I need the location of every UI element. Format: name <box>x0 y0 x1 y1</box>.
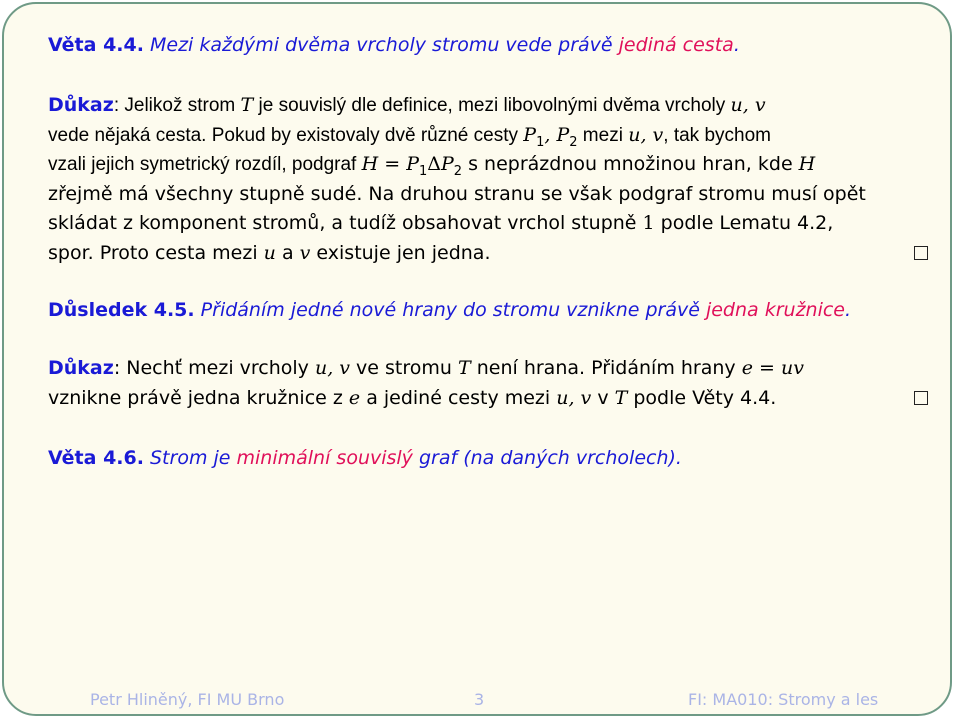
corollary-4-5-highlight: jedna kružnice <box>705 299 845 321</box>
theorem-4-4-label: Věta 4.4. <box>48 34 144 56</box>
proof-2-line-1: Důkaz: Nechť mezi vrcholy u, v ve stromu T není hrana. Přidáním hrany e = uv <box>48 357 804 379</box>
proof-1-line-4: zřejmě má všechny stupně sudé. Na druhou stranu se však podgraf stromu musí opět <box>48 182 866 205</box>
qed-square-icon <box>914 246 928 260</box>
footer-author: Petr Hliněný, FI MU Brno <box>90 690 285 709</box>
proof-2-label: Důkaz <box>48 357 114 379</box>
proof-1-label: Důkaz <box>48 94 114 116</box>
theorem-4-4-highlight: jediná cesta <box>618 34 734 56</box>
footer-course: FI: MA010: Stromy a les <box>688 690 879 709</box>
corollary-4-5-label: Důsledek 4.5. <box>48 299 195 321</box>
corollary-4-5-text: Přidáním jedné nové hrany do stromu vznikne právě jedna kružnice. <box>200 299 852 321</box>
proof-1 <box>48 91 928 268</box>
qed-square-icon <box>914 391 928 405</box>
theorem-4-6-text: Strom je minimální souvislý graf (na daných vrcholech). <box>150 447 682 469</box>
theorem-4-4 <box>48 31 928 61</box>
corollary-4-5 <box>48 296 928 326</box>
proof-2-line-2: vznikne právě jedna kružnice z e a jediné cesty mezi u, v v T podle Věty 4.4. <box>48 384 928 414</box>
proof-1-line-1: Důkaz: Jelikož strom T je souvislý dle definice, mezi libovolnými dvěma vrcholy u, v <box>48 94 766 116</box>
proof-1-line-3: vzali jejich symetrický rozdíl, podgraf $H = P_1\Delta P_2$ s neprázdnou množinou hran, kde H <box>48 153 816 179</box>
theorem-4-6-highlight: minimální souvislý <box>236 447 413 469</box>
proof-2 <box>48 354 928 413</box>
theorem-4-6-label: Věta 4.6. <box>48 447 144 469</box>
proof-1-line-5: skládat z komponent stromů, a tudíž obsahovat vrchol stupně 1 podle Lematu 4.2, <box>48 212 834 234</box>
theorem-4-4-text: Mezi každými dvěma vrcholy stromu vede právě jediná cesta. <box>150 34 740 56</box>
proof-1-line-2: vede nějaká cesta. Pokud by existovaly dvě různé cesty $P_1$, $P_2$ mezi u, v, tak bychom <box>48 123 771 150</box>
theorem-4-6 <box>48 444 928 474</box>
footer-page-number: 3 <box>474 690 485 709</box>
proof-1-line-6: spor. Proto cesta mezi u a v existuje jen jedna. <box>48 239 928 269</box>
